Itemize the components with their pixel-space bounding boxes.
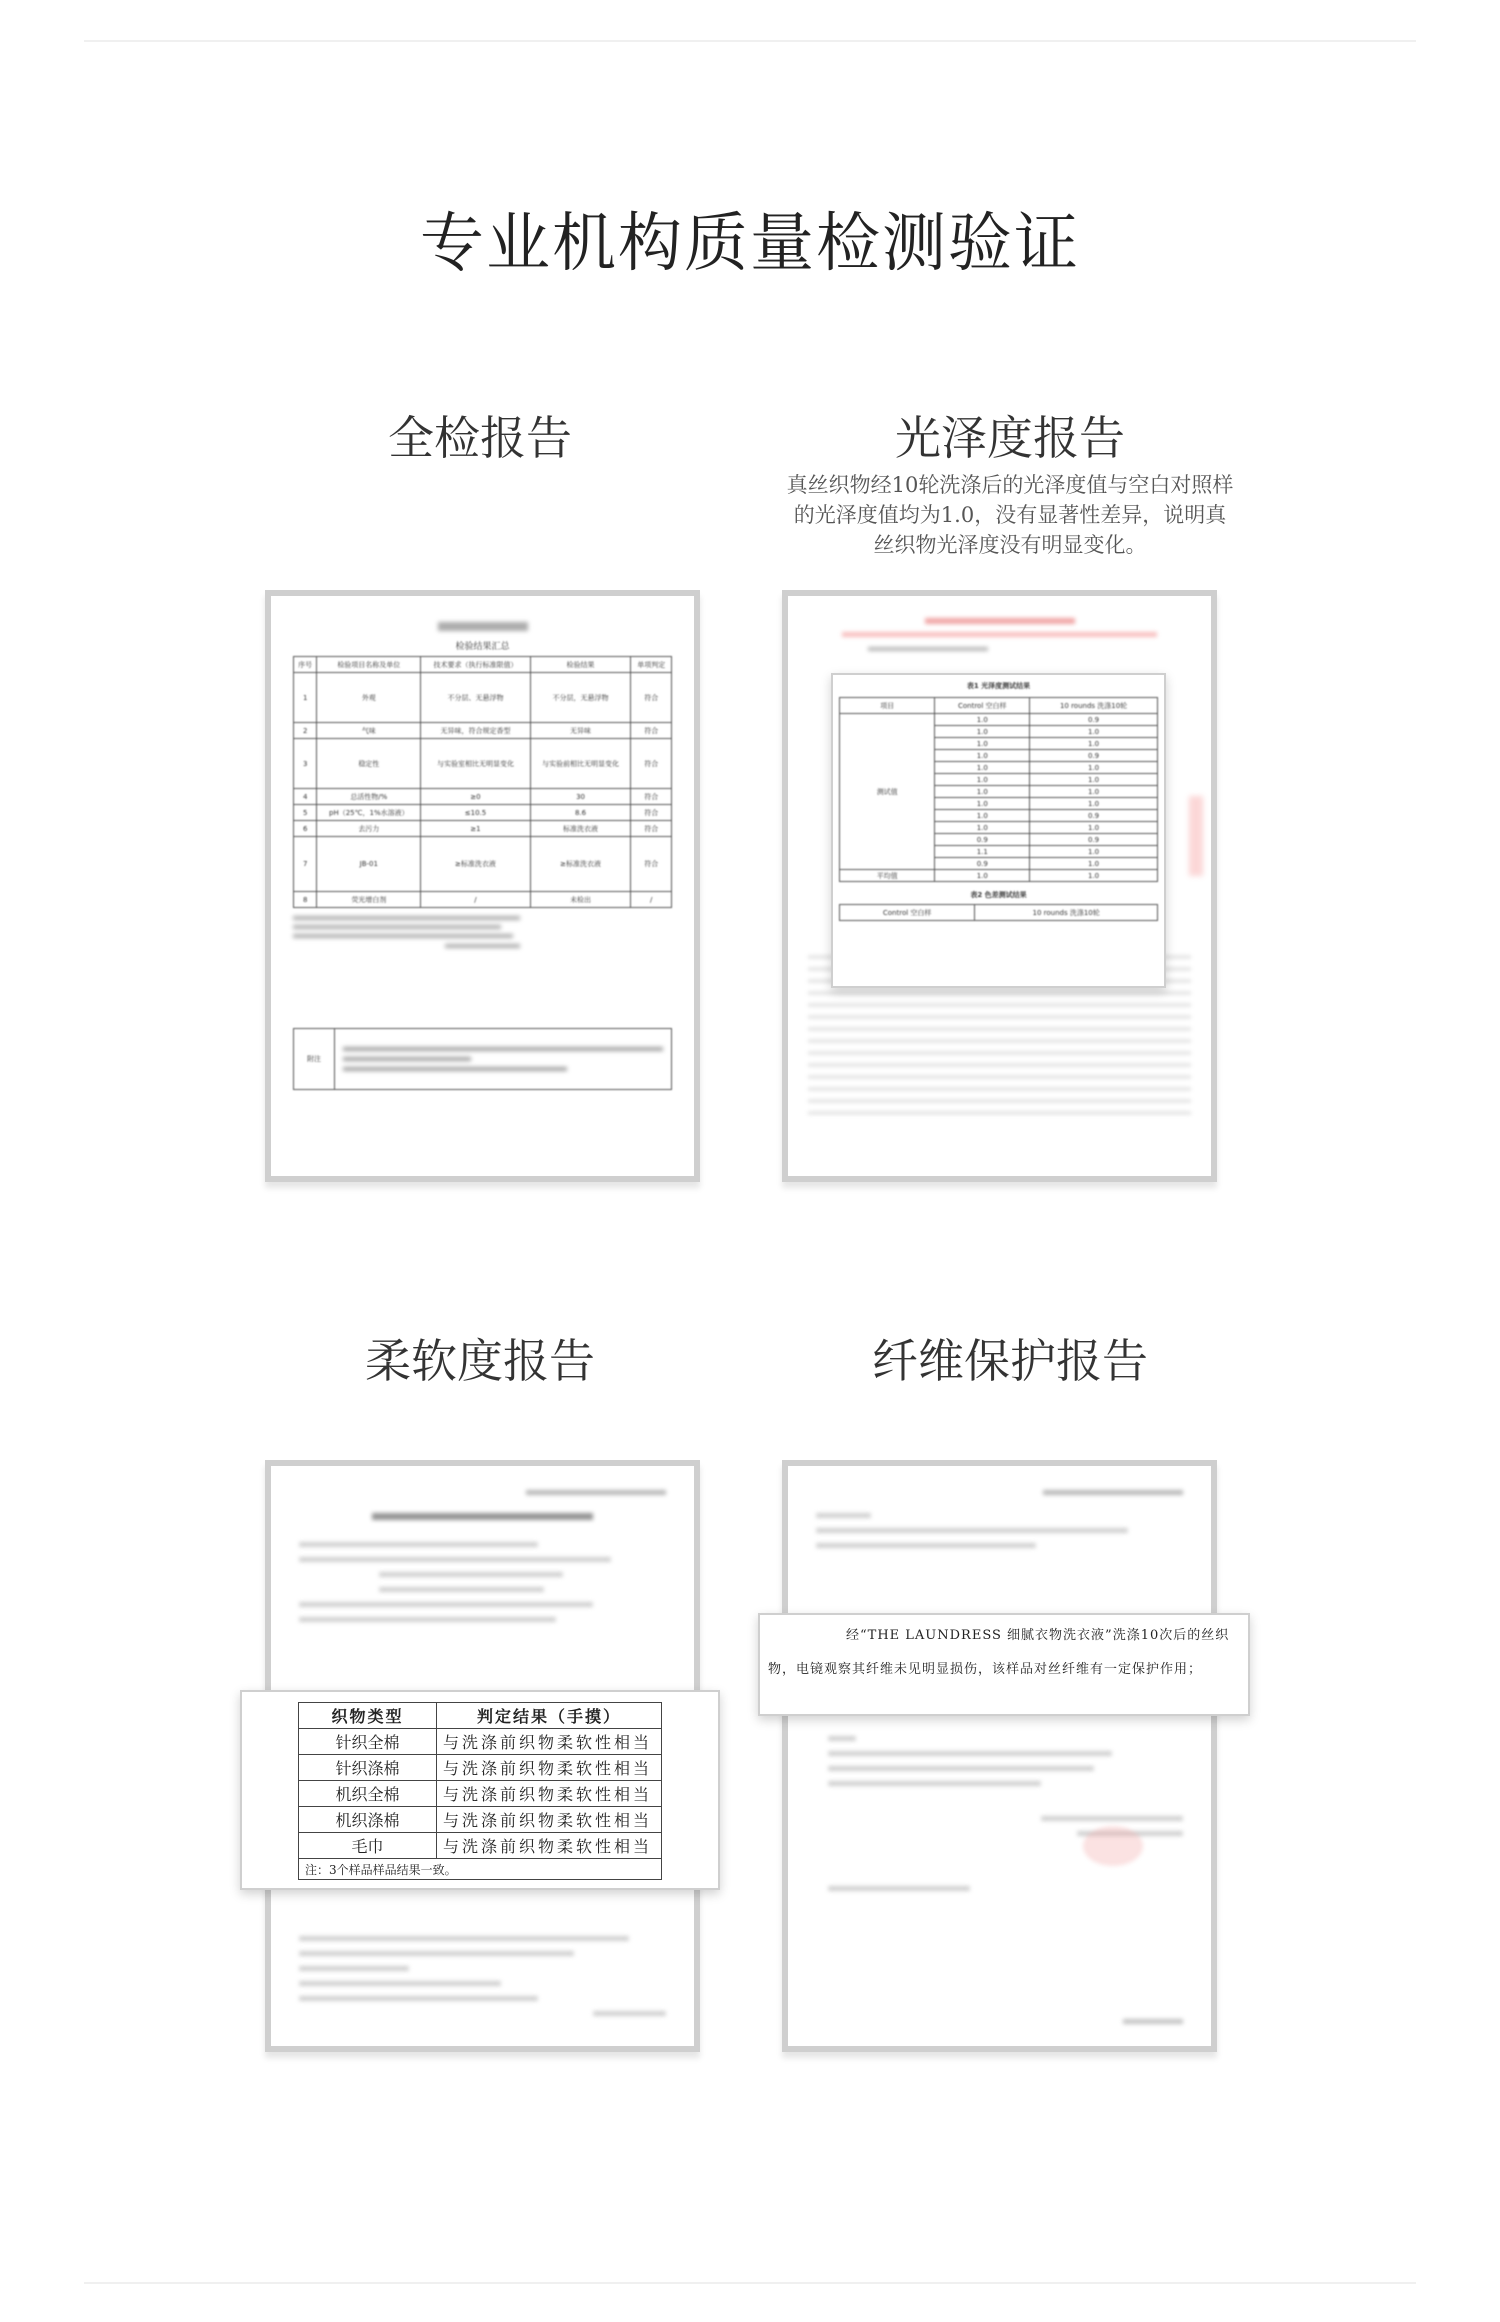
gloss-value: 1.0 [935, 798, 1030, 810]
full-report-title: 全检报告 [388, 411, 572, 465]
gloss-value: 1.0 [935, 738, 1030, 750]
full-doc-note-label: 附注 [294, 1029, 335, 1089]
gloss-report-title: 光泽度报告 [895, 411, 1125, 465]
softness-header-fabric: 织物类型 [299, 1703, 437, 1729]
gloss-value: 1.0 [935, 786, 1030, 798]
gloss-value: 1.0 [935, 714, 1030, 726]
gloss-value: 1.0 [1030, 774, 1158, 786]
gloss-table: 项目 Control 空白样 10 rounds 洗涤10轮 测试值 1.0 0.9 1.0 1.0 1.0 1.0 1.0 0.9 1.0 1.0 1.0 1.0 1.0 1.0 1.0 1.0 1.0 0.9 1.0 1.0 0.9 0.9 1.1 1.0 0.9 1.0 平均值 1.0 1.0 [839, 697, 1158, 882]
softness-table-popup [240, 1690, 720, 1890]
gloss-value: 1.0 [935, 822, 1030, 834]
gloss-value: 1.0 [1030, 738, 1158, 750]
gloss-table2-title: 表2 色差测试结果 [970, 891, 1027, 899]
gloss-avg-value: 1.0 [935, 870, 1030, 882]
gloss-value: 1.0 [1030, 762, 1158, 774]
gloss-value: 0.9 [935, 834, 1030, 846]
table-row: 针织全棉 与洗涤前织物柔软性相当 [299, 1729, 662, 1755]
gloss-value: 0.9 [1030, 750, 1158, 762]
softness-table-note: 注：3个样品样品结果一致。 [299, 1859, 662, 1880]
gloss-value: 1.0 [1030, 846, 1158, 858]
gloss-value: 1.0 [935, 726, 1030, 738]
gloss-value: 1.0 [1030, 786, 1158, 798]
gloss-table1-title: 表1 光泽度测试结果 [966, 682, 1031, 690]
gloss-value: 1.0 [1030, 798, 1158, 810]
table-row: 机织全棉 与洗涤前织物柔软性相当 [299, 1781, 662, 1807]
full-doc-table: 序号 检验项目名称及单位 技术要求（执行标准限值） 检验结果 单项判定 1 外观 不分层、无悬浮物 不分层，无悬浮物 符合 2 气味 无异味，符合规定香型 无异味 符合 3 稳定性 与实验室相比无明显变化 与实验前相比无明显变化 符合 4 总活性物/% ≥0 30 符合 5 pH（25℃，1%水溶液） ≤10.5 8.6 符合 6 去污力 ≥1 标准洗衣液 符合 7 JB-01 ≥标准洗衣液 ≥标准洗衣液 符合 8 荧光增白剂 / 未检出 / [293, 656, 672, 908]
fiber-report-text: 经“THE LAUNDRESS 细腻衣物洗衣液”洗涤10次后的丝织物，电镜观察其纤维未见明显损伤，该样品对丝纤维有一定保护作用； [768, 1628, 1230, 1677]
softness-table [298, 1702, 662, 1880]
gloss-avg-row [840, 870, 1158, 882]
table-row [840, 714, 1158, 726]
gloss-value: 1.0 [1030, 822, 1158, 834]
gloss-value: 1.0 [1030, 726, 1158, 738]
table-row: 机织涤棉 与洗涤前织物柔软性相当 [299, 1807, 662, 1833]
gloss-value: 1.1 [935, 846, 1030, 858]
gloss-value: 1.0 [935, 750, 1030, 762]
fiber-report-document [782, 1460, 1217, 2052]
full-report-document [265, 590, 700, 1182]
gloss-value: 1.0 [1030, 858, 1158, 870]
gloss-value: 0.9 [1030, 834, 1158, 846]
gloss-row-label: 测试值 [840, 714, 935, 870]
gloss-table-popup [831, 673, 1166, 988]
gloss-value: 1.0 [935, 774, 1030, 786]
gloss-value: 1.0 [935, 810, 1030, 822]
fiber-report-title: 纤维保护报告 [872, 1334, 1148, 1388]
table-row: 针织涤棉 与洗涤前织物柔软性相当 [299, 1755, 662, 1781]
top-divider [84, 40, 1416, 42]
gloss-value: 0.9 [1030, 810, 1158, 822]
gloss-report-description: 真丝织物经10轮洗涤后的光泽度值与空白对照样 的光泽度值均为1.0，没有显著性差异，说明真 丝织物光泽度没有明显变化。 [786, 473, 1234, 557]
table-row: 毛巾 与洗涤前织物柔软性相当 [299, 1833, 662, 1859]
gloss-avg-label: 平均值 [840, 870, 935, 882]
gloss-value: 0.9 [935, 858, 1030, 870]
bottom-divider [84, 2282, 1416, 2284]
gloss-value: 0.9 [1030, 714, 1158, 726]
gloss-table2: Control 空白样 10 rounds 洗涤10轮 [839, 904, 1158, 921]
full-doc-heading: 检验结果汇总 [455, 642, 510, 652]
fiber-text-popup [758, 1613, 1250, 1716]
softness-report-title: 柔软度报告 [365, 1334, 595, 1388]
gloss-value: 1.0 [935, 762, 1030, 774]
softness-header-result: 判定结果（手摸） [436, 1703, 661, 1729]
gloss-avg-value: 1.0 [1030, 870, 1158, 882]
page-title: 专业机构质量检测验证 [420, 207, 1080, 281]
